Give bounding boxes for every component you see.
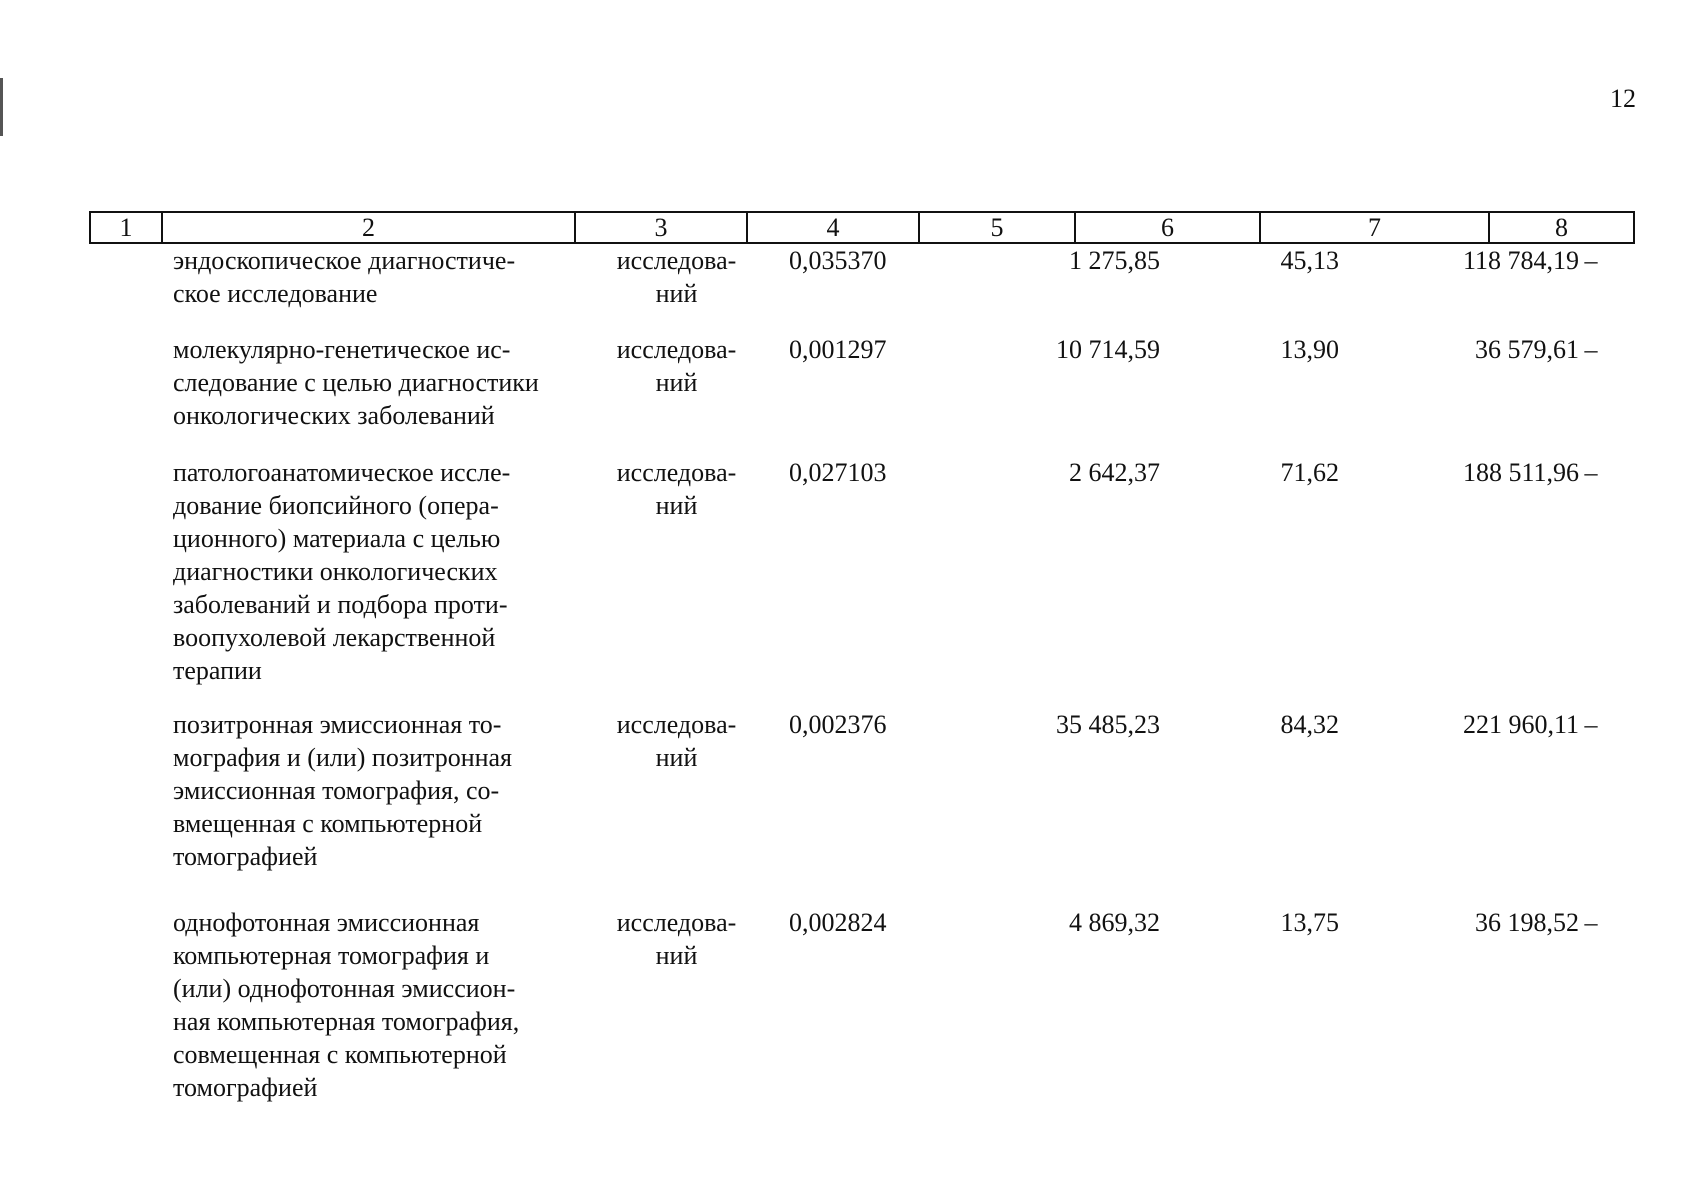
col4-value: 0,027103 [789,458,887,487]
header-col-2: 2 [162,212,575,243]
col5-value: 10 714,59 [1056,335,1160,364]
col7-value: 36 579,61 [1475,335,1579,364]
header-col-8: 8 [1489,212,1634,243]
table-row [89,333,1633,430]
col7-value: 188 511,96 [1462,458,1579,487]
header-col-1: 1 [90,212,162,243]
header-col-7: 7 [1260,212,1489,243]
col4-value: 0,002376 [789,710,887,739]
col7-value: 221 960,11 [1462,710,1579,739]
table-row [89,456,1633,685]
page-number: 12 [1610,84,1636,113]
col5-value: 4 869,32 [1069,908,1160,937]
col4-value: 0,001297 [789,335,887,364]
header-col-4: 4 [747,212,919,243]
col8-value: – [1584,335,1598,364]
unit-cell: исследова- ний [616,335,737,397]
column-number-header [89,211,1635,244]
col4-value: 0,035370 [789,246,887,275]
col4-value: 0,002824 [789,908,887,937]
header-col-6: 6 [1075,212,1260,243]
col5-value: 35 485,23 [1056,710,1160,739]
col8-value: – [1584,458,1598,487]
col7-value: 36 198,52 [1475,908,1579,937]
service-name-cell: эндоскопическое диагностиче- ское исследование [173,246,516,308]
header-col-3: 3 [575,212,747,243]
col8-value: – [1584,246,1598,275]
col5-value: 2 642,37 [1069,458,1160,487]
service-name-cell: однофотонная эмиссионная компьютерная томография и (или) однофотонная эмиссион- ная компьютерная томография, совмещенная с компьютерной томографией [173,908,520,1102]
col8-value: – [1584,710,1598,739]
service-name-cell: патологоанатомическое иссле- дование биопсийного (опера- ционного) материала с целью диагностики онкологических заболеваний и подбора проти- воопухолевой лекарственной терапии [173,458,511,685]
col6-value: 84,32 [1280,710,1339,739]
table-row [89,708,1633,871]
col7-value: 118 784,19 [1462,246,1579,275]
scan-edge-mark [0,78,3,136]
service-name-cell: молекулярно-генетическое ис- следование с целью диагностики онкологических заболеваний [173,335,539,430]
col5-value: 1 275,85 [1069,246,1160,275]
unit-cell: исследова- ний [616,710,737,772]
unit-cell: исследова- ний [616,246,737,308]
header-col-5: 5 [919,212,1075,243]
col8-value: – [1584,908,1598,937]
col6-value: 13,75 [1280,908,1339,937]
col6-value: 71,62 [1280,458,1339,487]
table-row [89,244,1633,308]
service-name-cell: позитронная эмиссионная то- мография и (или) позитронная эмиссионная томография, со- вмещенная с компьютерной томографией [173,710,513,871]
table-row [89,906,1633,1102]
col6-value: 13,90 [1280,335,1339,364]
unit-cell: исследова- ний [616,908,737,970]
unit-cell: исследова- ний [616,458,737,520]
col6-value: 45,13 [1280,246,1339,275]
